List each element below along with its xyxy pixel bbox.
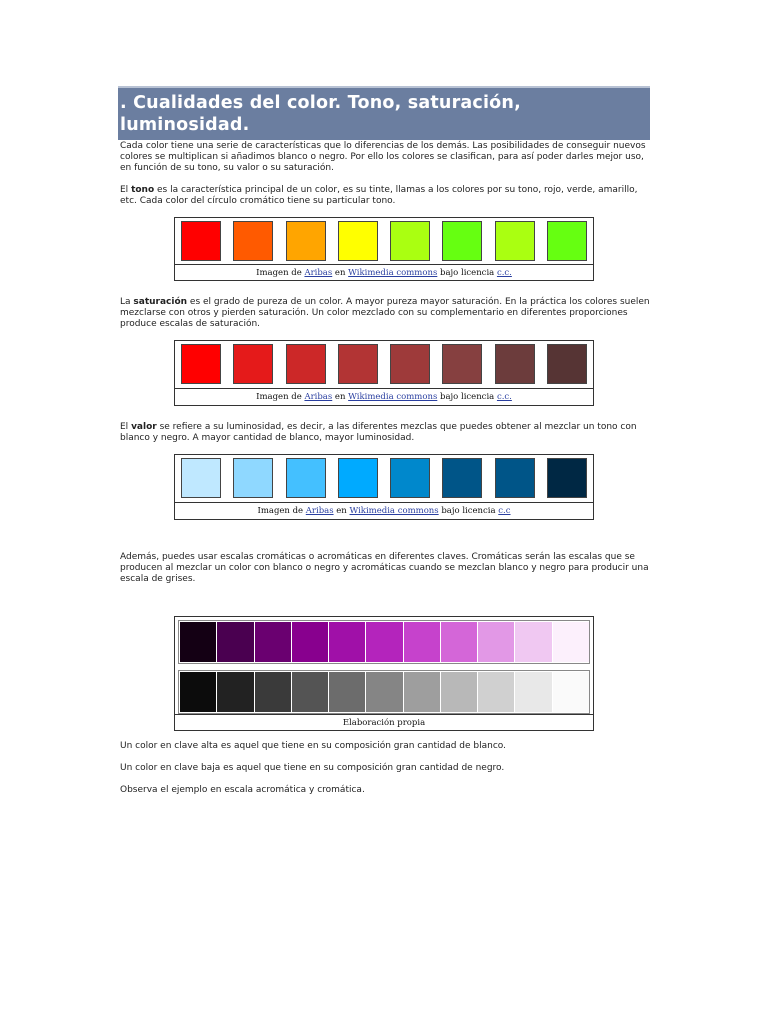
valor-paragraph <box>120 422 650 444</box>
scale-cell <box>441 672 477 712</box>
saturacion-swatch-row <box>175 344 593 386</box>
color-swatch <box>495 221 535 261</box>
valor-term: valor <box>131 422 157 432</box>
scale-cell <box>180 672 216 712</box>
scale-cell <box>292 622 328 662</box>
color-swatch <box>390 458 430 498</box>
color-swatch <box>442 458 482 498</box>
color-swatch <box>442 344 482 384</box>
chromatic-scale <box>178 620 590 664</box>
scale-cell <box>217 672 253 712</box>
color-swatch <box>390 344 430 384</box>
author-link[interactable]: Aribas <box>305 506 334 516</box>
scale-cell <box>329 672 365 712</box>
color-swatch <box>338 458 378 498</box>
license-link[interactable]: c.c <box>498 506 511 516</box>
tono-paragraph <box>120 185 650 207</box>
color-swatch <box>495 458 535 498</box>
scale-cell <box>217 622 253 662</box>
scale-cell <box>441 622 477 662</box>
saturacion-prefix: La <box>120 297 134 307</box>
tono-caption <box>175 264 593 281</box>
caption-text: bajo licencia <box>437 268 497 278</box>
color-swatch <box>181 221 221 261</box>
scale-cell <box>366 622 402 662</box>
page-title: . Cualidades del color. Tono, saturación, luminosidad. <box>120 93 521 135</box>
tono-prefix: El <box>120 185 132 195</box>
caption-text: bajo licencia <box>438 506 499 516</box>
saturacion-caption <box>175 388 593 406</box>
caption-text: en <box>332 392 349 402</box>
scale-cell <box>478 672 514 712</box>
color-swatch <box>495 344 535 384</box>
color-swatch <box>390 221 430 261</box>
valor-swatch-row <box>175 458 593 500</box>
wikimedia-link[interactable]: Wikimedia commons <box>348 392 438 402</box>
scale-cell <box>255 622 291 662</box>
caption-text: en <box>333 506 350 516</box>
caption-text: Imagen de <box>257 506 306 516</box>
caption-text: bajo licencia <box>437 392 497 402</box>
color-swatch <box>286 344 326 384</box>
section-title-bar <box>118 86 650 140</box>
scale-cell <box>553 672 589 712</box>
scale-cell <box>366 672 402 712</box>
tono-text: es la característica principal de un color, es su tinte, llamas a los colores por su tono, rojo, verde, amarillo, etc. Cada color del círculo cromático tiene su particular tono. <box>120 185 638 207</box>
observa-paragraph: Observa el ejemplo en escala acromática y cromática. <box>120 785 365 795</box>
claves-paragraph: Además, puedes usar escalas cromáticas o acromáticas en diferentes claves. Cromáticas serán las escalas que se producen al mezclar un color con blanco o negro y acromáticas cuando se mezclan blanco y negro para producir una escala de grises. <box>120 552 649 585</box>
color-swatch <box>181 344 221 384</box>
scale-cell <box>404 622 440 662</box>
clave-alta-paragraph: Un color en clave alta es aquel que tiene en su composición gran cantidad de blanco. <box>120 741 506 751</box>
color-swatch <box>442 221 482 261</box>
scale-cell <box>180 622 216 662</box>
color-swatch <box>547 458 587 498</box>
wikimedia-link[interactable]: Wikimedia commons <box>349 506 439 516</box>
valor-text: se refiere a su luminosidad, es decir, a las diferentes mezclas que puedes obtener al mezclar un tono con blanco y negro. A mayor cantidad de blanco, mayor luminosidad. <box>120 422 637 444</box>
color-swatch <box>547 221 587 261</box>
scale-cell <box>404 672 440 712</box>
license-link[interactable]: c.c. <box>496 268 512 278</box>
scale-cell <box>329 622 365 662</box>
scale-cell <box>553 622 589 662</box>
saturacion-figure <box>174 340 594 406</box>
scale-cell <box>292 672 328 712</box>
tono-figure <box>174 217 594 281</box>
scale-cell <box>515 622 551 662</box>
saturacion-term: saturación <box>133 297 188 307</box>
escalas-caption: Elaboración propia <box>175 714 593 731</box>
saturacion-paragraph <box>120 297 650 331</box>
color-swatch <box>233 344 273 384</box>
caption-text: Imagen de <box>256 268 305 278</box>
scale-cell <box>515 672 551 712</box>
color-swatch <box>547 344 587 384</box>
achromatic-scale <box>178 670 590 714</box>
wikimedia-link[interactable]: Wikimedia commons <box>348 268 438 278</box>
tono-term: tono <box>131 185 155 195</box>
clave-baja-paragraph: Un color en clave baja es aquel que tiene en su composición gran cantidad de negro. <box>120 763 505 773</box>
tono-swatch-row <box>175 221 593 261</box>
saturacion-text: es el grado de pureza de un color. A mayor pureza mayor saturación. En la práctica los colores suelen mezclarse con otros y pierden saturación. Un color mezclado con su complementario en diferentes proporciones produce escalas de saturación. <box>120 297 650 330</box>
author-link[interactable]: Aribas <box>304 268 333 278</box>
valor-prefix: El <box>120 422 132 432</box>
color-swatch <box>286 458 326 498</box>
color-swatch <box>338 344 378 384</box>
caption-text: en <box>332 268 349 278</box>
author-link[interactable]: Aribas <box>304 392 333 402</box>
color-swatch <box>181 458 221 498</box>
scale-cell <box>478 622 514 662</box>
valor-caption <box>175 502 593 520</box>
color-swatch <box>233 458 273 498</box>
color-swatch <box>286 221 326 261</box>
intro-paragraph: Cada color tiene una serie de características que lo diferencias de los demás. Las posibilidades de conseguir nuevos colores se multiplican si añadimos blanco o negro. Por ello los colores se clasifican, para así poder darles mejor uso, en función de su tono, su valor o su saturación. <box>120 141 646 174</box>
license-link[interactable]: c.c. <box>496 392 512 402</box>
escalas-figure <box>174 616 594 731</box>
scale-cell <box>255 672 291 712</box>
color-swatch <box>338 221 378 261</box>
valor-figure <box>174 454 594 520</box>
caption-text: Imagen de <box>256 392 305 402</box>
color-swatch <box>233 221 273 261</box>
